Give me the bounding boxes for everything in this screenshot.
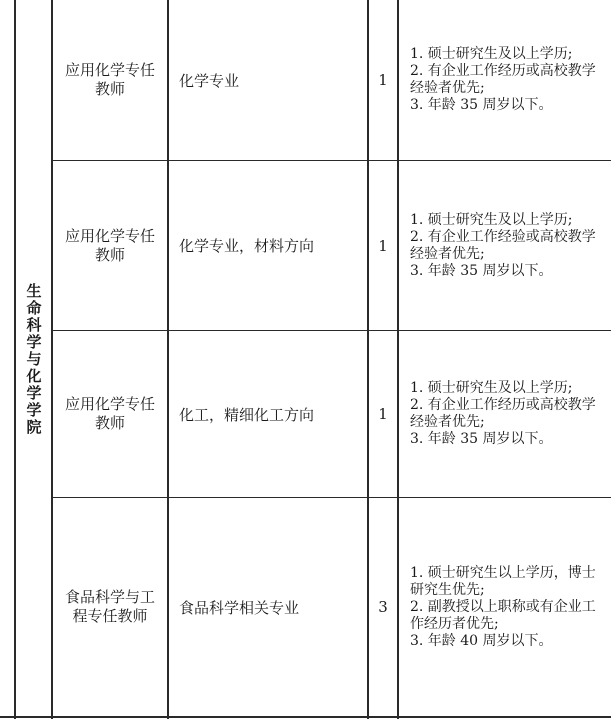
major-cell <box>171 331 367 497</box>
requirement-item: 1. 硕士研究生及以上学历; <box>410 380 573 396</box>
table-border-bottom <box>0 716 611 718</box>
requirement-item: 3. 年龄 35 周岁以下。 <box>410 431 553 447</box>
position-cell <box>53 331 167 497</box>
position-cell <box>53 0 167 160</box>
requirement-item: 3. 年龄 40 周岁以下。 <box>410 632 553 649</box>
count-text: 3 <box>378 598 388 616</box>
major-cell <box>171 498 367 716</box>
requirements-cell <box>401 331 611 497</box>
count-cell <box>369 0 397 160</box>
major-text: 化学专业，材料方向 <box>179 237 315 255</box>
major-cell <box>171 161 367 330</box>
position-cell <box>53 161 167 330</box>
major-text: 食品科学相关专业 <box>179 598 300 617</box>
major-text: 化学专业 <box>179 71 240 90</box>
requirement-item: 1. 硕士研究生及以上学历; <box>410 211 573 228</box>
major-cell <box>171 0 367 160</box>
department-name: 生命科学与化学学院 <box>24 283 43 436</box>
position-text: 应用化学专任教师 <box>64 395 155 432</box>
requirements-cell <box>401 498 611 716</box>
position-text: 应用化学专任教师 <box>64 61 155 98</box>
count-text: 1 <box>378 236 388 255</box>
major-text: 化工，精细化工方向 <box>179 405 315 424</box>
requirement-item: 2. 有企业工作经历或高校教学经验者优先; <box>410 397 596 430</box>
requirement-item: 3. 年龄 35 周岁以下。 <box>410 97 553 113</box>
count-cell <box>369 161 397 330</box>
requirement-item: 2. 有企业工作经历或高校教学经验者优先; <box>410 63 596 96</box>
requirement-item: 1. 硕士研究生以上学历，博士研究生优先; <box>410 564 596 598</box>
count-cell <box>369 331 397 497</box>
requirement-item: 3. 年龄 35 周岁以下。 <box>410 262 553 279</box>
column-divider <box>167 0 169 719</box>
requirement-item: 2. 有企业工作经验或高校教学经验者优先; <box>410 228 596 262</box>
requirements-cell <box>401 0 611 160</box>
count-text: 1 <box>378 71 388 89</box>
requirement-item: 2. 副教授以上职称或有企业工作经历者优先; <box>410 598 596 632</box>
count-cell <box>369 498 397 716</box>
requirement-item: 1. 硕士研究生及以上学历; <box>410 46 573 62</box>
table-border-left <box>14 0 16 719</box>
count-text: 1 <box>378 405 388 423</box>
requirements-cell <box>401 161 611 330</box>
column-divider <box>397 0 399 719</box>
position-cell <box>53 498 167 716</box>
position-text: 应用化学专任教师 <box>64 226 155 264</box>
position-text: 食品科学与工程专任教师 <box>64 588 155 625</box>
